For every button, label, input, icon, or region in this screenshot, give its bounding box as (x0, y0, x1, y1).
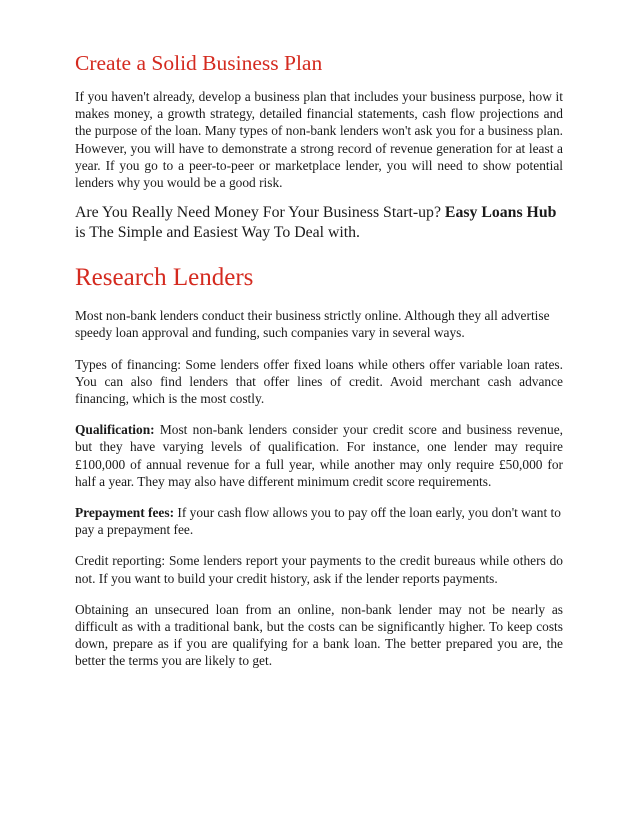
lenders-intro-paragraph: Most non-bank lenders conduct their business strictly online. Although they all advertise speedy loan approval and funding, such companies vary in several ways. (75, 308, 550, 341)
closing-paragraph: Obtaining an unsecured loan from an online, non-bank lender may not be nearly as difficult as with a traditional bank, but the costs can be significantly higher. To keep costs down, prepare as if you are qualifying for a bank loan. The better prepared you are, the better the terms you are likely to get. (75, 601, 563, 669)
business-plan-paragraph: If you haven't already, develop a business plan that includes your business purpose, how it makes money, a growth strategy, detailed financial statements, cash flow projections and the purpose of the loan. Many types of non-bank lenders won't ask you for a business plan. However, you will have to demonstrate a strong record of revenue generation for at least a year. If you go to a peer-to-peer or marketplace lender, you will need to show potential lenders why you would be a good risk. (75, 89, 563, 191)
section-heading-business-plan: Create a Solid Business Plan (75, 51, 323, 75)
document-page (75, 50, 563, 670)
promo-callout (75, 203, 563, 243)
callout-tail: is The Simple and Easiest Way To Deal with. (75, 224, 360, 242)
section-heading-research-lenders: Research Lenders (75, 264, 254, 292)
qualification-text: Most non-bank lenders consider your credit score and business revenue, but they have varying levels of qualification. For instance, one lender may require £100,000 of annual revenue for a full year, while another may only require £50,000 for half a year. They may also have different minimum credit score requirements. (75, 422, 563, 489)
credit-reporting-paragraph: Credit reporting: Some lenders report your payments to the credit bureaus while others do not. If you want to build your credit history, ask if the lender reports payments. (75, 553, 563, 586)
qualification-label: Qualification: (75, 422, 155, 438)
prepayment-label: Prepayment fees: (75, 505, 175, 521)
qualification-paragraph (75, 421, 563, 490)
callout-lead: Are You Really Need Money For Your Business Start-up? (75, 204, 445, 222)
financing-types-paragraph: Types of financing: Some lenders offer fixed loans while others offer variable loan rates. You can also find lenders that offer lines of credit. Avoid merchant cash advance financing, which is the most costly. (75, 356, 563, 407)
prepayment-text: If your cash flow allows you to pay off the loan early, you don't want to pay a prepayment fee. (75, 505, 561, 538)
callout-brand: Easy Loans Hub (444, 204, 557, 222)
prepayment-paragraph (75, 504, 563, 538)
